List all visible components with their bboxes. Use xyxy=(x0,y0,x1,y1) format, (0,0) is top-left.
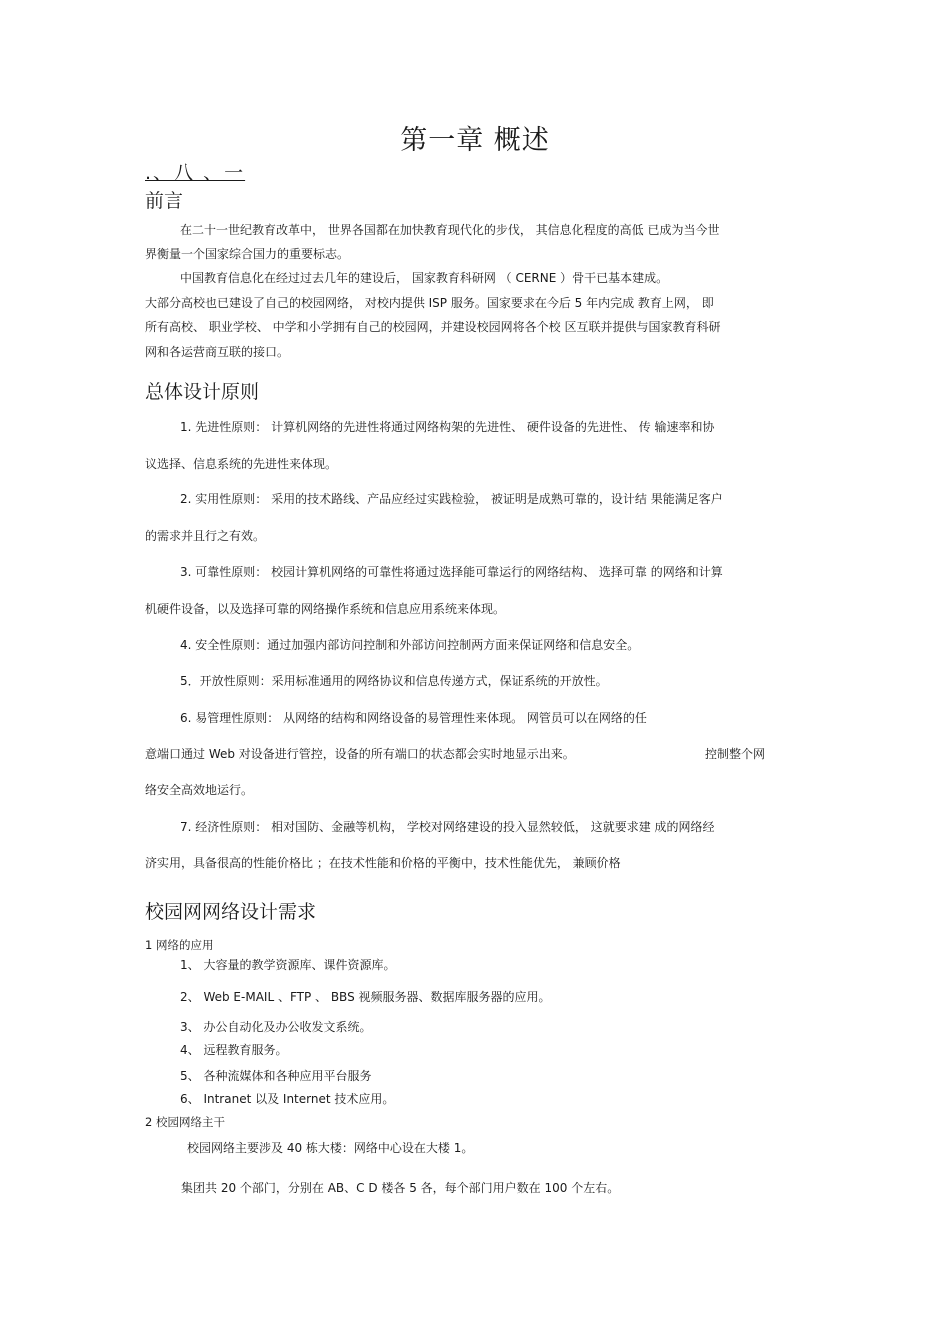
principle-5: 5．开放性原则：采用标准通用的网络协议和信息传递方式，保证系统的开放性。 xyxy=(180,674,608,688)
app-item-6: 6、 Intranet 以及 Internet 技术应用。 xyxy=(180,1092,395,1106)
preface-line-3: 中国教育信息化在经过过去几年的建设后， 国家教育科研网 （ CERNE ）骨干已基本建成。 xyxy=(180,271,669,285)
principle-3-line-2: 机硬件设备，以及选择可靠的网络操作系统和信息应用系统来体现。 xyxy=(145,602,506,616)
principle-7-line-1: 7. 经济性原则： 相对国防、金融等机构， 学校对网络建设的投入显然较低， 这就要求建 成的网络经 xyxy=(180,820,715,834)
app-item-1: 1、 大容量的教学资源库、课件资源库。 xyxy=(180,958,396,972)
principle-6-line-3: 络安全高效地运行。 xyxy=(145,783,254,797)
app-item-5: 5、 各种流媒体和各种应用平台服务 xyxy=(180,1069,372,1083)
preface-line-5: 所有高校、 职业学校、 中学和小学拥有自己的校园网，并建设校园网将各个校 区互联并提供与国家教育科研 xyxy=(145,320,721,334)
principle-7-line-2: 济实用，具备很高的性能价格比 ；在技术性能和价格的平衡中，技术性能优先， 兼顾价格 xyxy=(145,856,621,870)
principles-heading: 总体设计原则 xyxy=(145,381,260,403)
app-item-2: 2、 Web E-MAIL 、FTP 、 BBS 视频服务器、数据库服务器的应用。 xyxy=(180,990,551,1004)
preface-line-4: 大部分高校也已建设了自己的校园网络， 对校内提供 ISP 服务。国家要求在今后 5 年内完成 教育上网， 即 xyxy=(145,296,714,310)
principle-4: 4. 安全性原则：通过加强内部访问控制和外部访问控制两方面来保证网络和信息安全。 xyxy=(180,638,640,652)
principle-1-line-2: 议选择、信息系统的先进性来体现。 xyxy=(145,457,338,471)
principle-6-line-2b: 控制整个网 xyxy=(705,747,766,761)
requirements-subheading-1: 1 网络的应用 xyxy=(145,938,214,952)
principle-3-line-1: 3. 可靠性原则： 校园计算机网络的可靠性将通过选择能可靠运行的网络结构、 选择可靠 的网络和计算 xyxy=(180,565,723,579)
requirements-subheading-2: 2 校园网络主干 xyxy=(145,1115,225,1129)
principle-6-line-2: 意端口通过 Web 对设备进行管控，设备的所有端口的状态都会实时地显示出来。 xyxy=(145,747,575,761)
preface-heading: 前言 xyxy=(145,190,184,212)
requirements-heading: 校园网网络设计需求 xyxy=(145,901,317,923)
principle-2-line-1: 2. 实用性原则： 采用的技术路线、产品应经过实践检验， 被证明是成熟可靠的，设计结 果能满足客户 xyxy=(180,492,723,506)
page-title: 第一章 概述 xyxy=(400,125,550,156)
backbone-line-2: 集团共 20 个部门，分别在 AB、C D 楼各 5 各，每个部门用户数在 100 个左右。 xyxy=(181,1181,620,1195)
principle-6-line-1: 6. 易管理性原则： 从网络的结构和网络设备的易管理性来体现。 网管员可以在网络的任 xyxy=(180,711,647,725)
preface-line-6: 网和各运营商互联的接口。 xyxy=(145,345,290,359)
preface-line-2: 界衡量一个国家综合国力的重要标志。 xyxy=(145,247,350,261)
heading-marker: .、八 、一 xyxy=(145,162,246,184)
app-item-3: 3、 办公自动化及办公收发文系统。 xyxy=(180,1020,372,1034)
backbone-line-1: 校园网络主要涉及 40 栋大楼：网络中心设在大楼 1。 xyxy=(187,1141,474,1155)
app-item-4: 4、 远程教育服务。 xyxy=(180,1043,288,1057)
preface-line-1: 在二十一世纪教育改革中， 世界各国都在加快教育现代化的步伐， 其信息化程度的高低 已成为当今世 xyxy=(180,223,720,237)
principle-1-line-1: 1. 先进性原则： 计算机网络的先进性将通过网络构架的先进性、 硬件设备的先进性、 传 输速率和协 xyxy=(180,420,715,434)
principle-2-line-2: 的需求并且行之有效。 xyxy=(145,529,266,543)
